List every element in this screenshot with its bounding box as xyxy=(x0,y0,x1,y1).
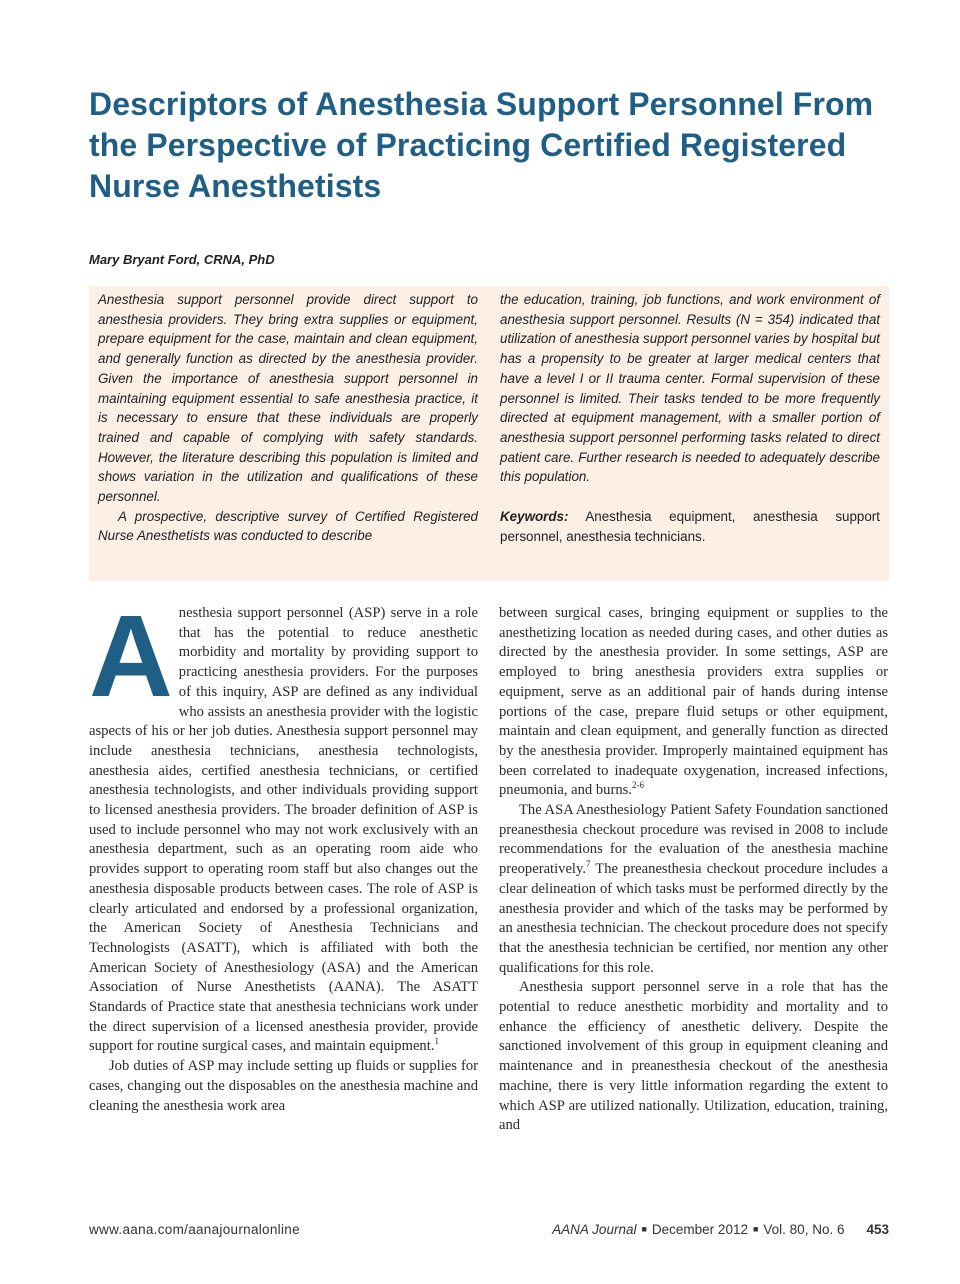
page-number: 453 xyxy=(866,1222,889,1237)
author-byline: Mary Bryant Ford, CRNA, PhD xyxy=(89,252,275,267)
bullet-separator: ■ xyxy=(752,1224,759,1234)
body-paragraph xyxy=(499,801,888,978)
abstract-paragraph: Anesthesia support personnel provide direct support to anesthesia providers. They bring extra supplies or equipment, prepare equipment for the case, maintain and clean equipment, and generally function as directed by the anesthesia provider. Given the importance of anesthesia support personnel in maintaining equipment essential to safe anesthesia practice, it is necessary to ensure that these individuals are properly trained and capable of complying with safety standards. However, the literature describing this population is limited and shows variation in the utilization and qualifications of these personnel. xyxy=(98,292,478,505)
citation-ref: 1 xyxy=(434,1036,439,1047)
journal-name: AANA Journal xyxy=(552,1222,637,1237)
abstract-left-column xyxy=(98,290,478,546)
body-left-column xyxy=(89,591,478,1116)
volume-issue: Vol. 80, No. 6 xyxy=(763,1222,845,1237)
issue-date: December 2012 xyxy=(651,1222,748,1237)
body-paragraph: Anesthesia support personnel serve in a role that has the potential to reduce anesthetic morbidity and mortality and to enhance the efficiency of anesthetic delivery. Despite the sanctioned involvement of this group in equipment cleaning and maintenance and in preanesthesia checkout of the anesthesia machine, there is very little information regarding the extent to which ASP are utilized nationally. Utilization, education, training, and xyxy=(499,979,888,1134)
keywords-label: Keywords: xyxy=(500,509,569,525)
abstract-right-column xyxy=(500,290,880,546)
citation-ref: 7 xyxy=(585,859,591,870)
bullet-separator: ■ xyxy=(641,1224,647,1234)
body-text: The preanesthesia checkout procedure includes a clear delineation of which tasks must be performed directly by the anesthesia provider and which of the tasks may be performed by an anesthesia technician. The checkout procedure does not specify that the anesthesia technician be certified, nor mention any other qualifications for this role. xyxy=(499,861,888,976)
body-paragraph xyxy=(499,604,888,801)
keywords xyxy=(500,507,880,546)
journal-citation xyxy=(552,1222,889,1237)
drop-cap: A xyxy=(89,591,173,721)
body-right-column xyxy=(499,604,888,1136)
body-paragraph: Job duties of ASP may include setting up fluids or supplies for cases, changing out the disposables on the anesthesia machine and cleaning the anesthesia work area xyxy=(89,1058,478,1114)
body-text: between surgical cases, bringing equipment or supplies to the anesthetizing location as needed during cases, and other duties as directed by the anesthesia provider. In some settings, ASP are employed to bring anesthesia providers extra supplies or equipment, serve as an additional pair of hands during intense portions of the case, prepare fluid setups or other equipment, maintain and clean equipment, and generally function as directed by the anesthesia provider. Improperly maintained equipment has been correlated to inadequate oxygenation, increased infections, pneumonia, and burns. xyxy=(499,605,888,799)
journal-url-link[interactable]: www.aana.com/aanajournalonline xyxy=(89,1222,300,1237)
keywords-list: Anesthesia equipment, anesthesia support personnel, anesthesia technicians. xyxy=(500,509,880,544)
abstract-paragraph: A prospective, descriptive survey of Certified Registered Nurse Anesthetists was conducted to describe xyxy=(98,508,478,544)
page-footer xyxy=(89,1222,889,1242)
article-title: Descriptors of Anesthesia Support Personnel From the Perspective of Practicing Certified Registered Nurse Anesthetists xyxy=(89,86,874,204)
abstract-box xyxy=(89,286,889,581)
citation-ref: 2-6 xyxy=(631,780,644,791)
body-text: The ASA Anesthesiology Patient Safety Foundation sanctioned preanesthesia checkout procedure was revised in 2008 to include recommendations for the evaluation of the anesthesia machine preoperatively. xyxy=(499,802,888,878)
body-paragraph xyxy=(89,591,478,1057)
abstract-paragraph: the education, training, job functions, and work environment of anesthesia support personnel. Results (N = 354) indicated that utilization of anesthesia support personnel varies by hospital but has a propensity to be greater at larger medical centers that have a level I or II trauma center. Formal supervision of these personnel is limited. Their tasks tended to be more frequently directed at equipment management, with a smaller portion of anesthesia support personnel performing tasks related to direct patient care. Further research is needed to adequately describe this population. xyxy=(500,292,880,485)
body-text: nesthesia support personnel (ASP) serve in a role that has the potential to reduce anesthetic morbidity and mortality by providing support to practicing anesthesia providers. For the purposes of this inquiry, ASP are defined as any individual who assists an anesthesia provider with the logistic aspects of his or her job duties. Anesthesia support personnel may include anesthesia technicians, anesthesia technologists, anesthesia aides, certified anesthesia technicians, or certified anesthesia technologists, and other individuals providing support to licensed anesthesia providers. The broader definition of ASP is used to include personnel who may not work exclusively with an anesthesia department, such as an operating room aide who provides support to operating room staff but also changes out the anesthesia disposable products between cases. The role of ASP is clearly articulated and endorsed by a professional organization, the American Society of Anesthesia Technicians and Technologists (ASATT), which is affiliated with both the American Society of Anesthesiology (ASA) and the American Association of Nurse Anesthetists (AANA). The ASATT Standards of Practice state that anesthesia technicians work under the direct supervision of a licensed anesthesia provider, provide support for routine surgical cases, and maintain equipment. xyxy=(89,605,478,1055)
